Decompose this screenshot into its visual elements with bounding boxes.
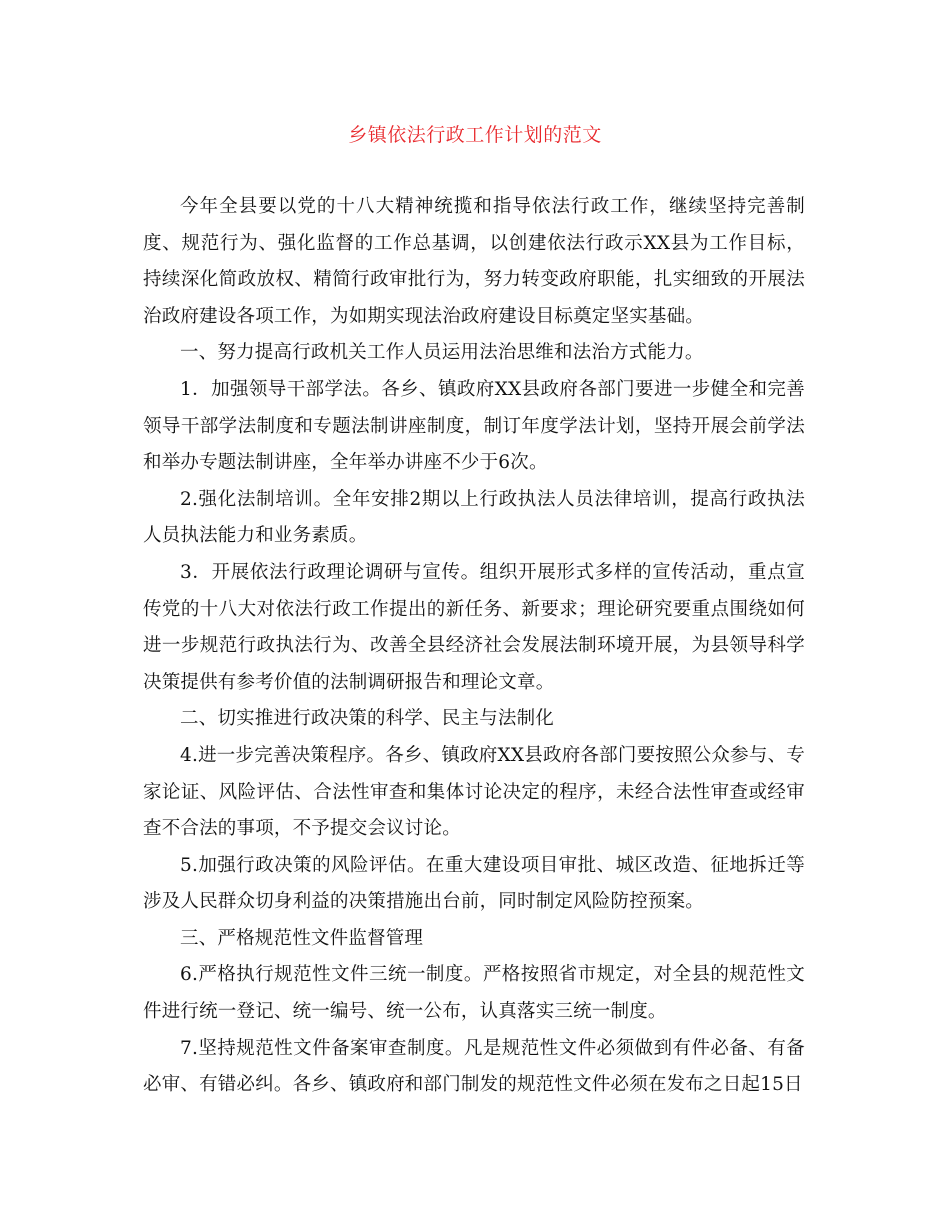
paragraph-item-7: 7.坚持规范性文件备案审查制度。凡是规范性文件必须做到有件必备、有备必审、有错必纠。各乡、镇政府和部门制发的规范性文件必须在发布之日起15日 [143, 1037, 805, 1096]
paragraph-intro: 今年全县要以党的十八大精神统揽和指导依法行政工作，继续坚持完善制度、规范行为、强化监督的工作总基调，以创建依法行政示XX县为工作目标，持续深化简政放权、精简行政审批行为，努力转变政府职能，扎实细致的开展法治政府建设各项工作，为如期实现法治政府建设目标奠定坚实基础。 [143, 196, 805, 327]
document-title: 乡镇依法行政工作计划的范文 [348, 124, 602, 146]
paragraph-item-6: 6.严格执行规范性文件三统一制度。严格按照省市规定，对全县的规范性文件进行统一登记、统一编号、统一公布，认真落实三统一制度。 [143, 964, 805, 1023]
paragraph-item-2: 2.强化法制培训。全年安排2期以上行政执法人员法律培训，提高行政执法人员执法能力和业务素质。 [143, 488, 805, 547]
paragraph-item-4: 4.进一步完善决策程序。各乡、镇政府XX县政府各部门要按照公众参与、专家论证、风险评估、合法性审查和集体讨论决定的程序，未经合法性审查或经审查不合法的事项，不予提交会议讨论。 [143, 744, 805, 840]
paragraph-item-5: 5.加强行政决策的风险评估。在重大建设项目审批、城区改造、征地拆迁等涉及人民群众切身利益的决策措施出台前，同时制定风险防控预案。 [143, 854, 805, 913]
paragraph-item-1: 1．加强领导干部学法。各乡、镇政府XX县政府各部门要进一步健全和完善领导干部学法制度和专题法制讲座制度，制订年度学法计划，坚持开展会前学法和举办专题法制讲座，全年举办讲座不少于6次。 [143, 378, 805, 474]
paragraph-item-3: 3．开展依法行政理论调研与宣传。组织开展形式多样的宣传活动，重点宣传党的十八大对依法行政工作提出的新任务、新要求；理论研究要重点围绕如何进一步规范行政执法行为、改善全县经济社会发展法制环境开展，为县领导科学决策提供有参考价值的法制调研报告和理论文章。 [143, 561, 805, 693]
section-heading-1: 一、努力提高行政机关工作人员运用法治思维和法治方式能力。 [180, 342, 704, 364]
section-heading-2: 二、切实推进行政决策的科学、民主与法制化 [180, 708, 555, 730]
section-heading-3: 三、严格规范性文件监督管理 [180, 927, 424, 949]
document-body [143, 189, 805, 1104]
